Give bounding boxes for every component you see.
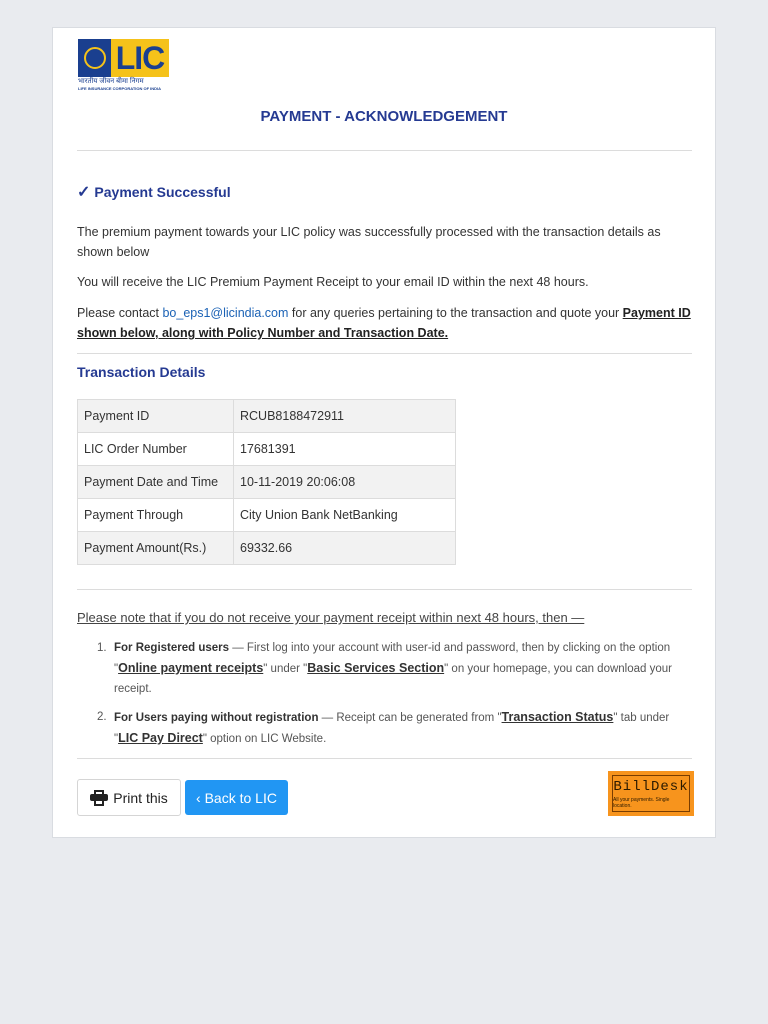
print-button[interactable] [77, 779, 181, 816]
lic-logo-word: LIC [111, 39, 169, 77]
online-payment-receipts-link[interactable]: Online payment receipts [118, 661, 264, 675]
payment-status [77, 182, 231, 202]
lic-emblem-icon [78, 39, 111, 77]
table-row [78, 532, 456, 565]
row-label: LIC Order Number [78, 433, 234, 466]
table-row [78, 499, 456, 532]
list-item: 2. For Users paying without registration — Receipt can be generated from "Transaction Status" tab under "LIC Pay Direct" option on LIC Website. [97, 710, 670, 745]
back-to-lic-button[interactable]: ‹ Back to LIC [185, 780, 288, 815]
lic-logo [78, 39, 169, 91]
page-title: PAYMENT - ACKNOWLEDGEMENT [260, 108, 508, 125]
receipt-message: You will receive the LIC Premium Payment Receipt to your email ID within the next 48 hours. [77, 275, 589, 289]
row-value: City Union Bank NetBanking [234, 499, 456, 532]
row-label: Payment ID [78, 400, 234, 433]
table-row [78, 466, 456, 499]
billdesk-tagline: All your payments. Single location. [613, 796, 670, 809]
basic-services-section-link[interactable]: Basic Services Section [307, 661, 445, 675]
row-value: 17681391 [234, 433, 456, 466]
transaction-status-link[interactable]: Transaction Status [501, 710, 614, 724]
row-label: Payment Through [78, 499, 234, 532]
transaction-details-heading: Transaction Details [77, 364, 206, 380]
table-row [78, 433, 456, 466]
divider [77, 150, 692, 151]
check-icon: ✓ [77, 184, 91, 201]
divider [77, 353, 692, 354]
print-button-label: Print this [113, 789, 168, 806]
lic-logo-hindi: भारतीय जीवन बीमा निगम [78, 78, 144, 85]
transaction-details-table [77, 399, 456, 565]
payment-status-text: Payment Successful [94, 184, 231, 200]
divider [77, 589, 692, 590]
table-row [78, 400, 456, 433]
lic-logo-english: LIFE INSURANCE CORPORATION OF INDIA [78, 86, 162, 91]
receipt-note: Please note that if you do not receive your payment receipt within next 48 hours, then — [77, 610, 585, 625]
contact-message: Please contact bo_eps1@licindia.com for any queries pertaining to the transaction and quote your Payment ID shown below, along with Policy Number and Transaction Date. [77, 306, 691, 340]
row-value: 69332.66 [234, 532, 456, 565]
divider [77, 758, 692, 759]
lic-pay-direct-link[interactable]: LIC Pay Direct [118, 731, 203, 745]
row-value: RCUB8188472911 [234, 400, 456, 433]
list-item: 1. For Registered users — First log into your account with user-id and password, then by clicking on the option "Online payment receipts" under "Basic Services Section" on your homepage, you can download your receipt. [97, 642, 672, 695]
contact-emphasis: Payment ID shown below, along with Policy Number and Transaction Date. [77, 306, 691, 340]
receipt-steps [77, 638, 677, 757]
processed-message: The premium payment towards your LIC policy was successfully processed with the transaction details as shown below [77, 225, 661, 259]
printer-icon [90, 790, 108, 806]
acknowledgement-card [52, 27, 716, 838]
contact-email-link[interactable]: bo_eps1@licindia.com [162, 306, 289, 320]
billdesk-logo [608, 771, 694, 816]
billdesk-word: BillDesk [613, 778, 689, 795]
row-value: 10-11-2019 20:06:08 [234, 466, 456, 499]
row-label: Payment Amount(Rs.) [78, 532, 234, 565]
row-label: Payment Date and Time [78, 466, 234, 499]
